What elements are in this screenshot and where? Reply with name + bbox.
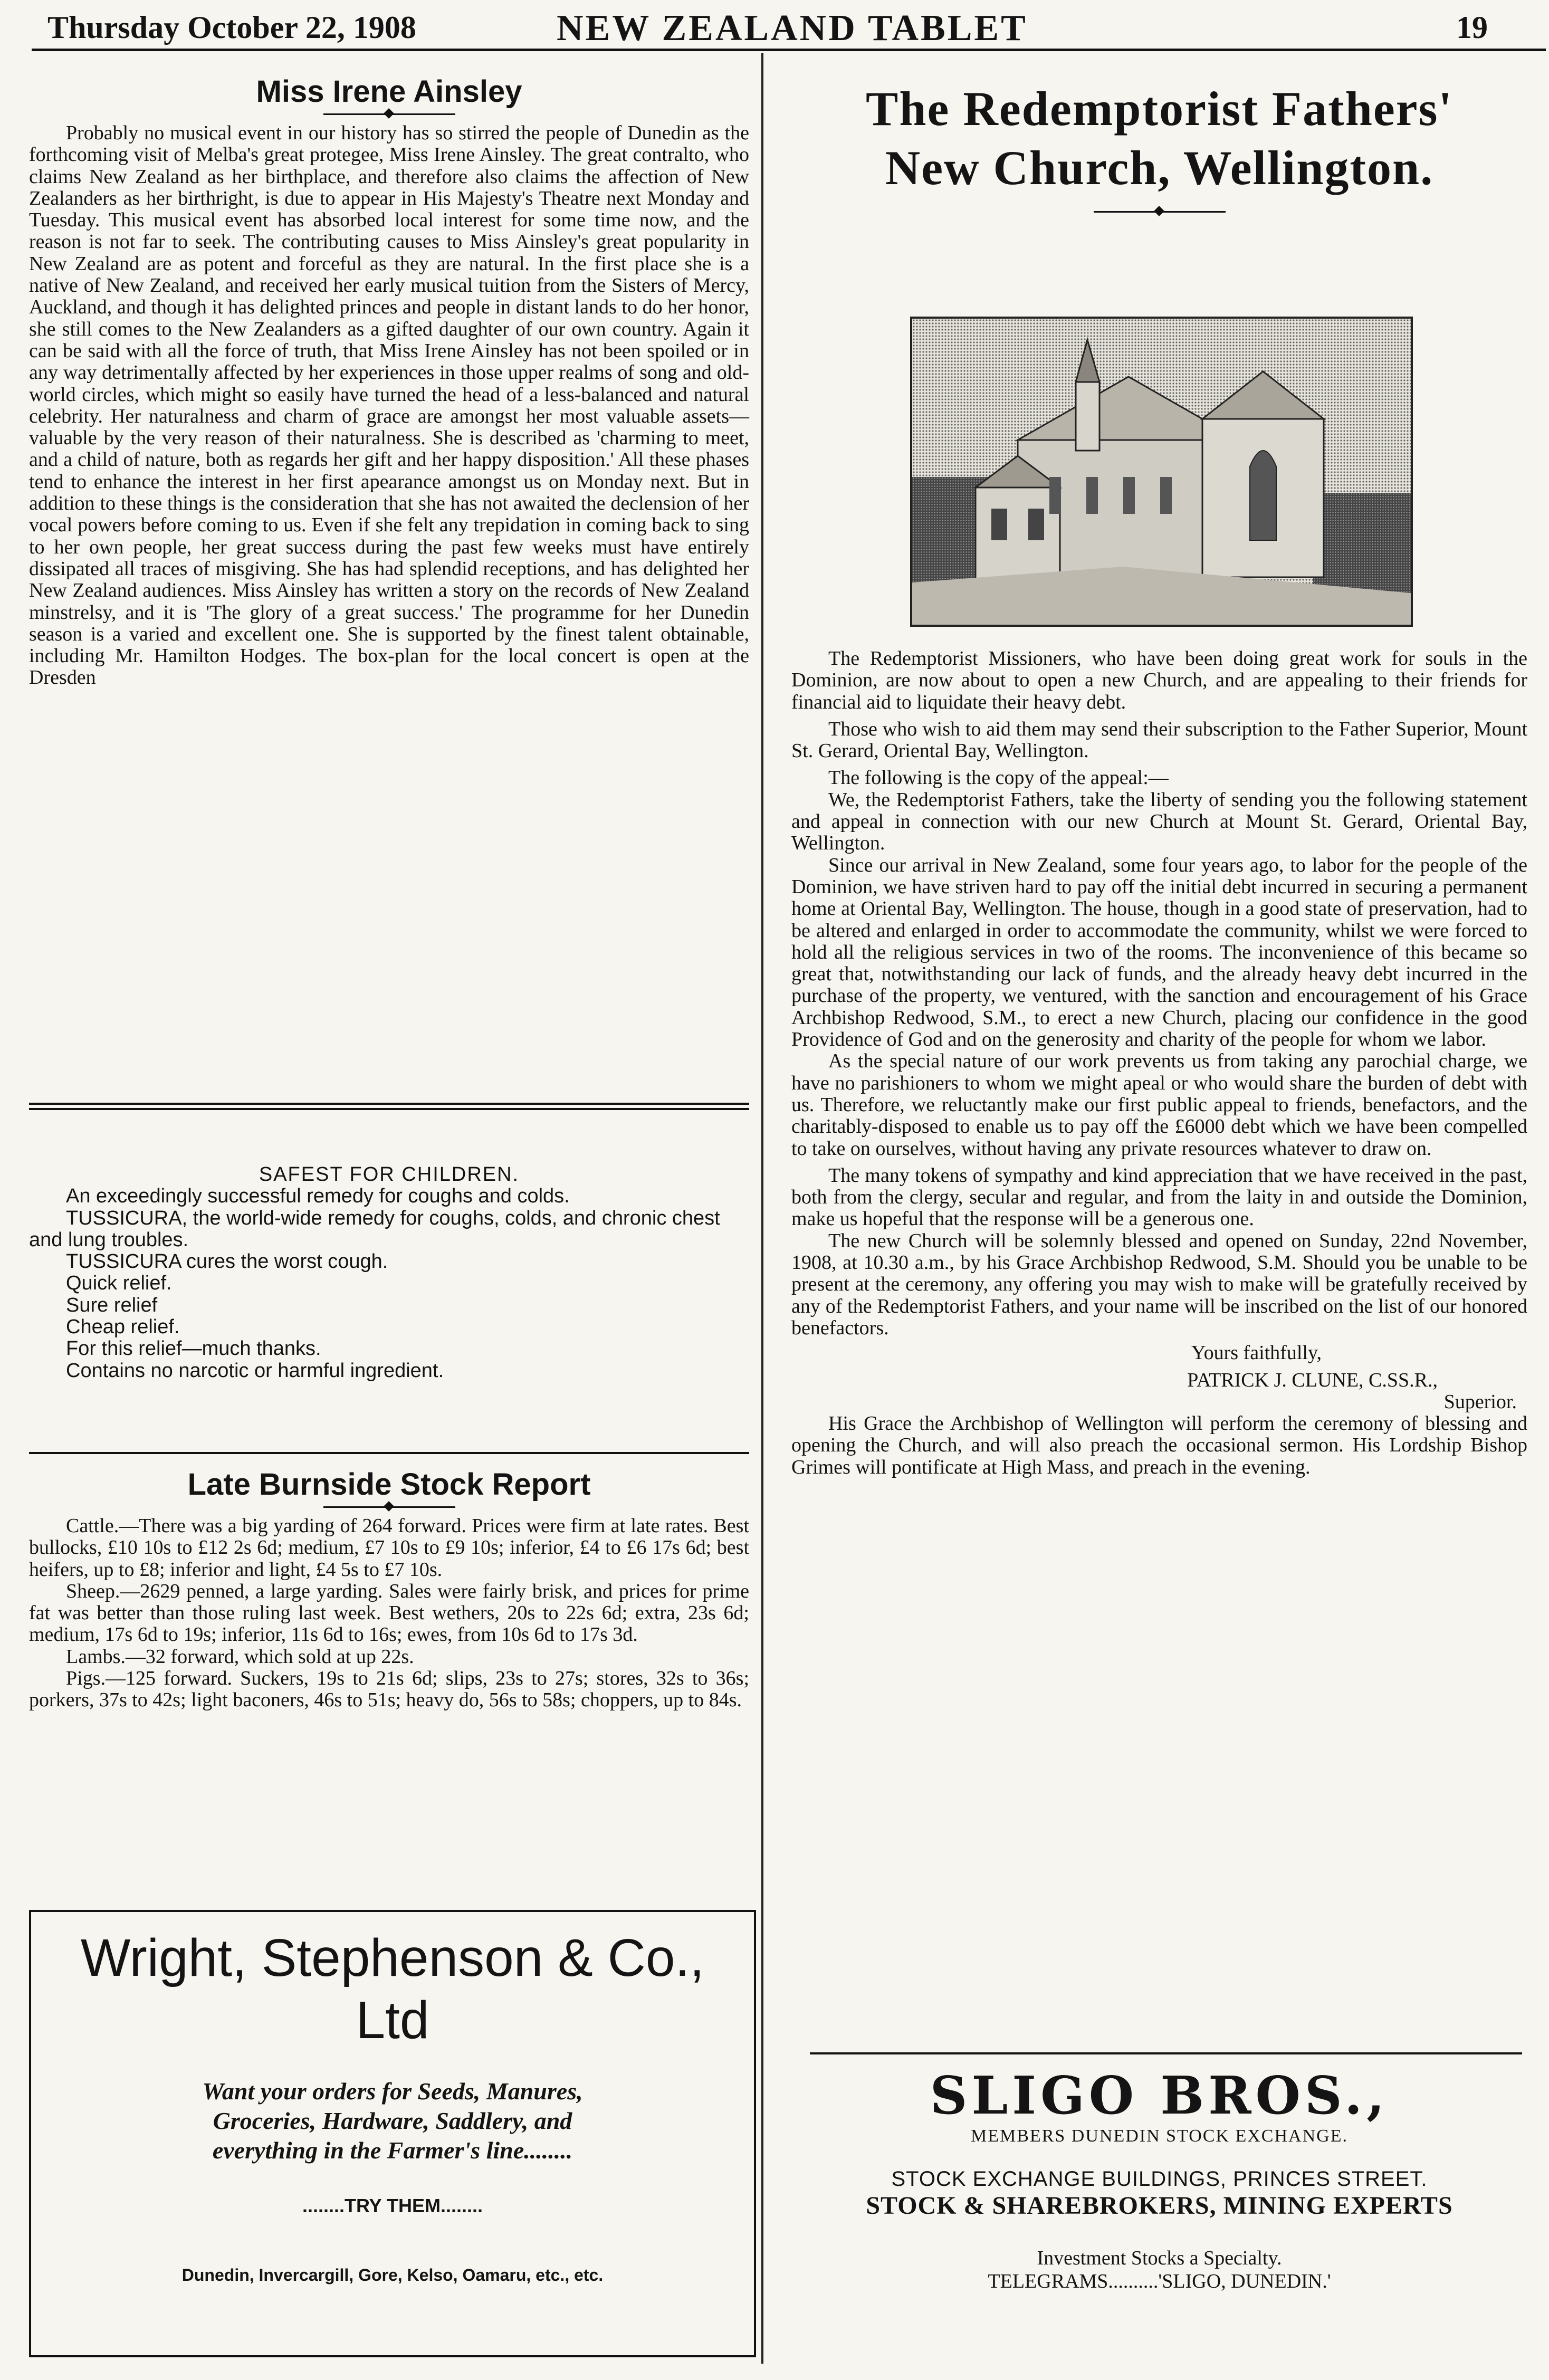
masthead [42, 7, 1549, 50]
redemptorist-paragraph: As the special nature of our work prevents us from taking any parochial charge, we have no parishioners to whom we might apeal or who would share the burden of debt with us. Therefore, we reluctantly make our first public appeal to friends, benefactors, and the charitably-disposed to enable us to pay off the £6000 debt which we have been compelled to take on ourselves, without having any private resources whatever to draw on. [791, 1050, 1527, 1160]
appeal-signer-title: Superior. [1443, 1390, 1517, 1413]
ornament-divider [1094, 211, 1226, 213]
burnside-paragraph: Lambs.—32 forward, which sold at up 22s. [66, 1645, 414, 1668]
ainsley-heading: Miss Irene Ainsley [256, 74, 522, 109]
redemptorist-paragraph: The Redemptorist Missioners, who have been doing great work for souls in the Dominion, are now about to open a new Church, and are appealing to their friends for financial aid to liquidate their heavy debt. [791, 647, 1527, 713]
archbishop-note: His Grace the Archbishop of Wellington will perform the ceremony of blessing and opening the Church, and will also preach the occasional sermon. His Lordship Bishop Grimes will pontificate at High Mass, and preach in the evening. [791, 1412, 1527, 1478]
sligo-telegrams: TELEGRAMS..........'SLIGO, DUNEDIN.' [988, 2270, 1331, 2292]
redemptorist-paragraph: The following is the copy of the appeal:— [828, 767, 1169, 789]
section-rule [810, 2052, 1522, 2054]
ad-tagline: everything in the Farmer's line........ [212, 2137, 573, 2164]
burnside-heading: Late Burnside Stock Report [187, 1467, 591, 1502]
safest-line: Sure relief [66, 1294, 158, 1316]
masthead-rule [32, 49, 1546, 51]
section-rule [29, 1452, 749, 1454]
safest-line: An exceedingly successful remedy for coughs and colds. [66, 1185, 570, 1208]
sligo-bros-ad [791, 2066, 1527, 2293]
redemptorist-heading-2: New Church, Wellington. [885, 141, 1434, 195]
burnside-paragraph: Pigs.—125 forward. Suckers, 19s to 21s 6d; slips, 23s to 27s; stores, 32s to 36s; porkers, 37s to 42s; light baconers, 46s to 51s; heavy do, 56s to 58s; choppers, up to 84s. [29, 1667, 749, 1712]
ad-tagline: Want your orders for Seeds, Manures, [202, 2078, 583, 2105]
issue-date: Thursday October 22, 1908 [47, 10, 416, 45]
redemptorist-article [791, 79, 1527, 220]
safest-line: Cheap relief. [66, 1316, 180, 1339]
ornament-divider [323, 113, 455, 115]
ainsley-body [29, 122, 749, 689]
page-number: 19 [1456, 10, 1488, 45]
redemptorist-heading-1: The Redemptorist Fathers' [866, 82, 1453, 136]
redemptorist-paragraph: We, the Redemptorist Fathers, take the liberty of sending you the following statement and appeal in connection with our new Church at Mount St. Gerard, Oriental Bay, Wellington. [791, 788, 1527, 855]
church-drawing [912, 319, 1411, 625]
appeal-closing: Yours faithfully, [1191, 1342, 1322, 1364]
tussicura-ad [29, 1164, 749, 1382]
column-divider [761, 53, 763, 2364]
sligo-members: MEMBERS DUNEDIN STOCK EXCHANGE. [971, 2126, 1348, 2146]
redemptorist-paragraph: The new Church will be solemnly blessed and opened on Sunday, 22nd November, 1908, at 10.30 a.m., by his Grace Archbishop Redwood, S.M. Should you be unable to be present at the ceremony, any offering you may wish to make will be gratefully received by any of the Redemptorist Fathers, and your name will be inscribed on the list of our honored benefactors. [791, 1229, 1527, 1339]
safest-heading: SAFEST FOR CHILDREN. [259, 1163, 520, 1186]
safest-line: For this relief—much thanks. [66, 1337, 321, 1360]
ad-company-name: Wright, Stephenson & Co., [80, 1928, 705, 1987]
appeal-signer: PATRICK J. CLUNE, C.SS.R., [1187, 1369, 1438, 1391]
ainsley-article [29, 74, 749, 689]
redemptorist-paragraph: Since our arrival in New Zealand, some four years ago, to labor for the people of the Dominion, we have striven hard to pay off the initial debt incurred in securing a permanent home at Oriental Bay, Wellington. The house, though in a good state of preservation, had to be altered and enlarged in order to accommodate the community, whilst we were forced to hold all the religious services in two of the rooms. The inconvenience of this became so great that, notwithstanding our lack of funds, and the already heavy debt incurred in the purchase of the property, we ventured, with the sanction and encouragement of his Grace Archbishop Redwood, S.M., to erect a new Church, placing our confidence in the good Providence of God and on the generosity and charity of the people for whom we labor. [791, 854, 1527, 1051]
safest-line: Quick relief. [66, 1272, 172, 1295]
newspaper-title: NEW ZEALAND TABLET [557, 8, 1028, 49]
sligo-name: SLIGO BROS., [930, 2066, 1389, 2126]
ad-towns: Dunedin, Invercargill, Gore, Kelso, Oamaru, etc., etc. [181, 2266, 604, 2285]
safest-line: TUSSICURA cures the worst cough. [66, 1250, 388, 1273]
ad-try-them: ........TRY THEM........ [302, 2195, 483, 2216]
sligo-specialty: Investment Stocks a Specialty. [1037, 2247, 1282, 2269]
church-illustration [910, 317, 1413, 627]
sligo-address: STOCK EXCHANGE BUILDINGS, PRINCES STREET. [891, 2167, 1428, 2191]
ornament-divider [323, 1506, 455, 1508]
burnside-report [29, 1467, 749, 1712]
redemptorist-body [791, 648, 1527, 1478]
burnside-paragraph: Cattle.—There was a big yarding of 264 forward. Prices were firm at late rates. Best bullocks, £10 10s to £12 2s 6d; medium, £7 10s to £9 10s; inferior, £4 to £6 17s 6d; best heifers, up to £8; inferior and light, £4 5s to £7 10s. [29, 1515, 749, 1581]
sligo-trade: STOCK & SHAREBROKERS, MINING EXPERTS [866, 2192, 1453, 2220]
redemptorist-paragraph: The many tokens of sympathy and kind appreciation that we have received in the past, both from the clergy, secular and regular, and from the laity in and outside the Dominion, make us hopeful that the response will be a generous one. [791, 1164, 1527, 1230]
burnside-body [29, 1515, 749, 1712]
redemptorist-paragraph: Those who wish to aid them may send their subscription to the Father Superior, Mount St. Gerard, Oriental Bay, Wellington. [791, 718, 1527, 762]
burnside-paragraph: Sheep.—2629 penned, a large yarding. Sales were fairly brisk, and prices for prime fat was better than those ruling last week. Best wethers, 20s to 22s 6d; extra, 23s 6d; medium, 17s 6d to 19s; inferior, 11s 6d to 16s; ewes, from 10s 6d to 17s 3d. [29, 1580, 749, 1646]
ad-company-ltd: Ltd [356, 1991, 429, 2050]
double-rule [29, 1103, 749, 1110]
safest-line: TUSSICURA, the world-wide remedy for coughs, colds, and chronic chest and lung troubles. [29, 1207, 720, 1251]
wright-stephenson-ad [29, 1910, 756, 2357]
ainsley-paragraph: Probably no musical event in our history has so stirred the people of Dunedin as the forthcoming visit of Melba's great protegee, Miss Irene Ainsley. The great contralto, who claims New Zealand as her birthplace, and therefore also claims the affection of New Zealanders as her birthright, is due to appear in His Majesty's Theatre next Monday and Tuesday. This musical event has absorbed local interest for some time now, and the reason is not far to seek. The contributing causes to Miss Ainsley's great popularity in New Zealand are as potent and forceful as they are natural. In the first place she is a native of New Zealand, and received her early musical tuition from the Sisters of Mercy, Auckland, and though it has delighted princes and people in distant lands to do her honor, she still comes to the New Zealanders as a gifted daughter of our own country. Again it can be said with all the force of truth, that Miss Irene Ainsley has not been spoiled or in any way detrimentally affected by her experiences in those upper realms of song and old-world circles, which might so easily have turned the head of a less-balanced and natural celebrity. Her naturalness and charm of grace are amongst her most valuable assets—valuable by the very reason of their naturalness. She is described as 'charming to meet, and a child of nature, both as regards her gift and her happy disposition.' All these phases tend to enhance the interest in her first apearance amongst us on Monday next. But in addition to these things is the consideration that she has not awaited the declension of her vocal powers before coming to us. Even if she felt any trepidation in coming back to sing to her own people, her great success during the past few weeks must have entirely dissipated all traces of misgiving. She has had splendid receptions, and has delighted her New Zealand audiences. Miss Ainsley has written a story on the records of New Zealand minstrelsy, and it is 'The glory of a great success.' The programme for her Dunedin season is a varied and excellent one. She is supported by the finest talent obtainable, including Mr. Hamilton Hodges. The box-plan for the local concert is open at the Dresden [29, 122, 749, 689]
ad-tagline: Groceries, Hardware, Saddlery, and [213, 2107, 572, 2134]
safest-line: Contains no narcotic or harmful ingredient. [66, 1359, 444, 1382]
